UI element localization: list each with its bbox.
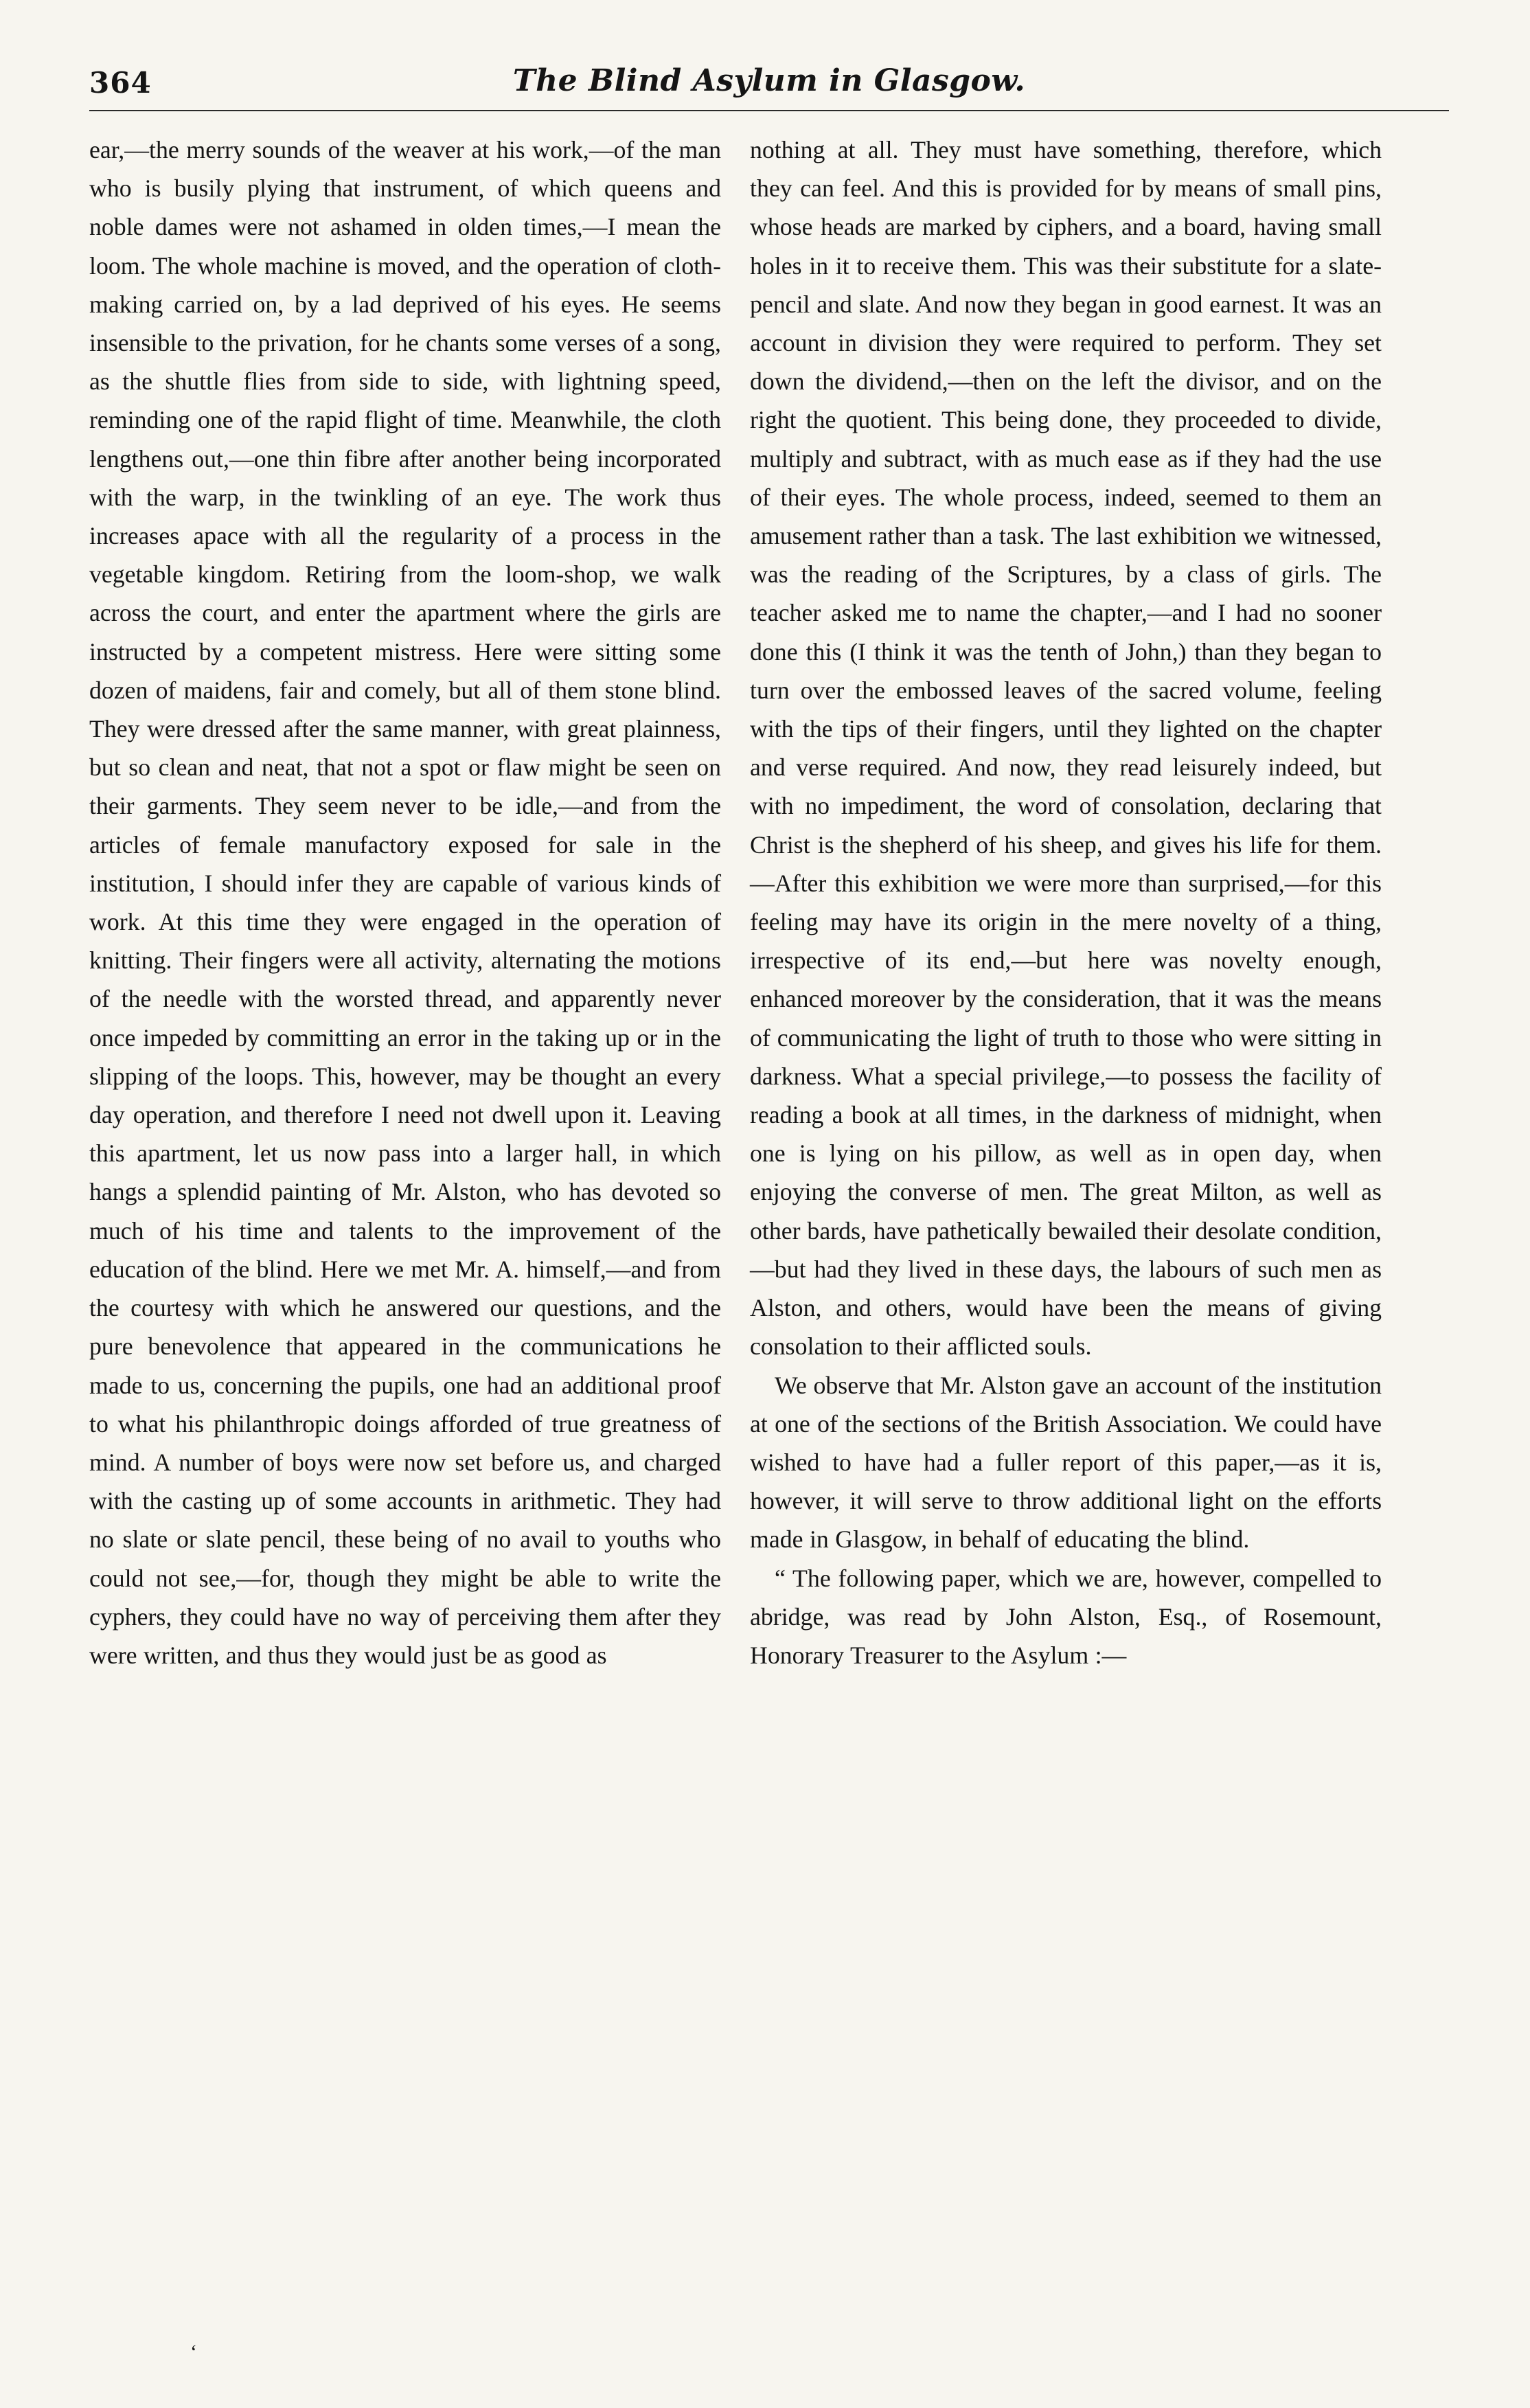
left-column xyxy=(89,130,721,1674)
left-paragraph-1: ear,—the merry sounds of the weaver at his work,—of the man who is busily plying that instrument, of which queens and noble dames were not ashamed in olden times,—I mean the loom. The whole machine is moved, and the operation of cloth-making carried on, by a lad deprived of his eyes. He seems insensible to the privation, for he chants some verses of a song, as the shuttle flies from side to side, with lightning speed, reminding one of the rapid flight of time. Meanwhile, the cloth lengthens out,—one thin fibre after another being incorporated with the warp, in the twinkling of an eye. The work thus increases apace with all the regularity of a process in the vegetable kingdom. Retiring from the loom-shop, we walk across the court, and enter the apartment where the girls are instructed by a competent mistress. Here were sitting some dozen of maidens, fair and comely, but all of them stone blind. They were dressed after the same manner, with great plainness, but so clean and neat, that not a spot or flaw might be seen on their garments. They seem never to be idle,—and from the articles of female manufactory exposed for sale in the institution, I should infer they are capable of various kinds of work. At this time they were engaged in the operation of knitting. Their fingers were all activity, alternating the motions of the needle with the worsted thread, and apparently never once impeded by committing an error in the taking up or in the slipping of the loops. This, however, may be thought an every day operation, and therefore I need not dwell upon it. Leaving this apartment, let us now pass into a larger hall, in which hangs a splendid painting of Mr. Alston, who has devoted so much of his time and talents to the improvement of the education of the blind. Here we met Mr. A. himself,—and from the courtesy with which he answered our questions, and the pure benevolence that appeared in the communications he made to us, concerning the pupils, one had an additional proof to what his philanthropic doings afforded of true greatness of mind. A number of boys were now set before us, and charged with the casting up of some accounts in arithmetic. They had no slate or slate pencil, these being of no avail to youths who could not see,—for, though they might be able to write the cyphers, they could have no way of perceiving them after they were written, and thus they would just be as good as xyxy=(89,136,721,1669)
running-title: The Blind Asylum in Glasgow. xyxy=(512,63,1026,98)
right-paragraph-2: We observe that Mr. Alston gave an account of the institution at one of the sections of the British Association. We could have wished to have had a fuller report of this paper,—as it is, however, it will serve to throw additional light on the efforts made in Glasgow, in behalf of educating the blind. xyxy=(750,1371,1382,1554)
right-column xyxy=(750,130,1382,1674)
two-column-text xyxy=(89,130,1449,1674)
right-paragraph-3: “ The following paper, which we are, however, compelled to abridge, was read by John Alston, Esq., of Rosemount, Honorary Treasurer to the Asylum :— xyxy=(750,1564,1382,1669)
stray-print-mark: ‘ xyxy=(190,2341,197,2363)
right-paragraph-1: nothing at all. They must have something, therefore, which they can feel. And this is provided for by means of small pins, whose heads are marked by ciphers, and a board, having small holes in it to receive them. This was their substitute for a slate-pencil and slate. And now they began in good earnest. It was an account in division they were required to perform. They set down the dividend,—then on the left the divisor, and on the right the quotient. This being done, they proceeded to divide, multiply and subtract, with as much ease as if they had the use of their eyes. The whole process, indeed, seemed to them an amusement rather than a task. The last exhibition we witnessed, was the reading of the Scriptures, by a class of girls. The teacher asked me to name the chapter,—and I had no sooner done this (I think it was the tenth of John,) than they began to turn over the embossed leaves of the sacred volume, feeling with the tips of their fingers, until they lighted on the chapter and verse required. And now, they read leisurely indeed, but with no impediment, the word of consolation, declaring that Christ is the shepherd of his sheep, and gives his life for them.—After this exhibition we were more than surprised,—for this feeling may have its origin in the mere novelty of a thing, irrespective of its end,—but here was novelty enough, enhanced moreover by the consideration, that it was the means of communicating the light of truth to those who were sitting in darkness. What a special privilege,—to possess the facility of reading a book at all times, in the darkness of midnight, when one is lying on his pillow, as well as in open day, when enjoying the converse of men. The great Milton, as well as other bards, have pathetically bewailed their desolate condition,—but had they lived in these days, the labours of such men as Alston, and others, would have been the means of giving consolation to their afflicted souls. xyxy=(750,136,1382,1361)
running-head xyxy=(89,63,1449,111)
page-number: 364 xyxy=(89,66,152,100)
